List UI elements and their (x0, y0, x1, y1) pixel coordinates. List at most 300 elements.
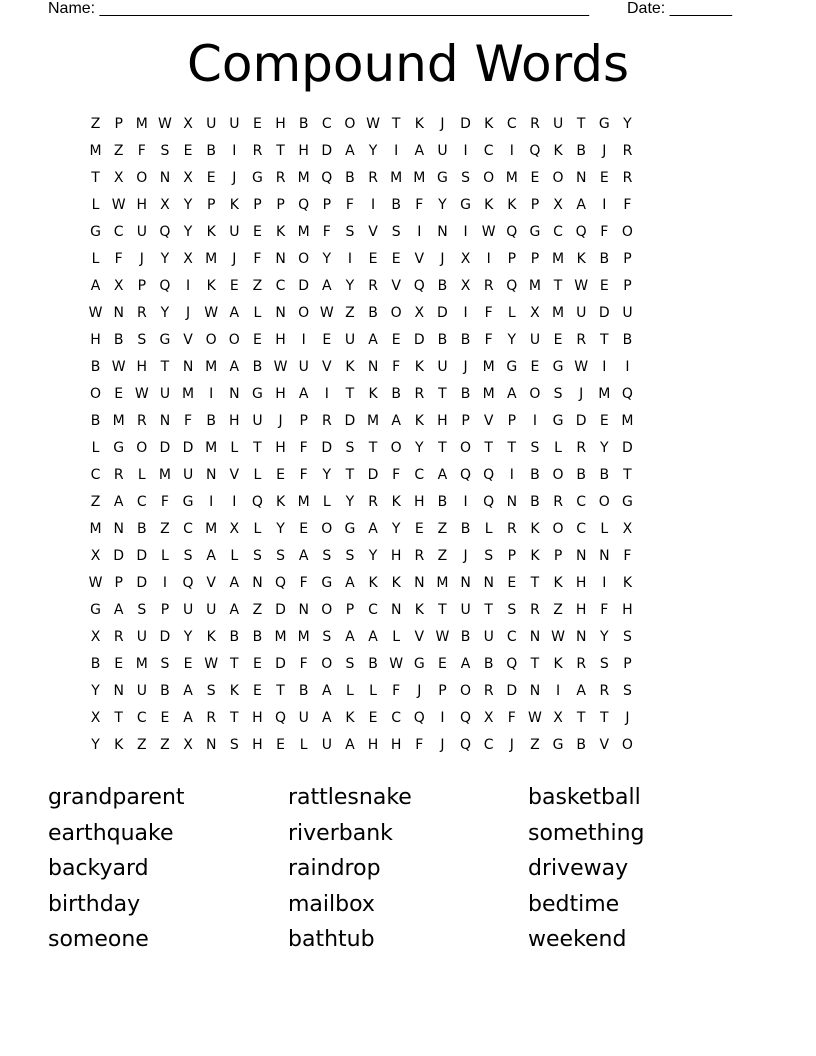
grid-letter: U (344, 332, 356, 348)
grid-letter: L (554, 440, 562, 456)
grid-letter: F (484, 305, 493, 321)
grid-letter: D (321, 440, 333, 456)
grid-letter: V (483, 413, 494, 429)
grid-letter: T (484, 440, 493, 456)
grid-letter: T (576, 710, 586, 726)
grid-letter: O (390, 440, 402, 456)
grid-letter: L (253, 521, 262, 537)
grid-letter: N (575, 629, 587, 645)
grid-letter: R (368, 278, 378, 294)
grid-letter: O (598, 494, 610, 510)
word-list-item: bathtub (288, 927, 375, 952)
grid-letter: C (576, 521, 587, 537)
grid-letter: Z (90, 116, 101, 132)
grid-letter: S (276, 548, 285, 564)
grid-letter: Y (183, 197, 193, 213)
grid-letter: T (230, 656, 239, 672)
word-list-item: birthday (48, 891, 141, 917)
grid-letter: T (530, 656, 540, 672)
grid-letter: B (437, 278, 448, 294)
grid-letter: B (391, 197, 401, 213)
grid-letter: C (321, 116, 332, 132)
grid-letter: Y (368, 548, 378, 564)
grid-letter: U (437, 359, 448, 375)
grid-letter: U (622, 305, 633, 321)
grid-letter: A (414, 143, 425, 159)
grid-letter: W (528, 710, 542, 726)
grid-letter: I (232, 143, 237, 159)
grid-letter: Y (91, 737, 100, 753)
grid-letter: B (460, 332, 471, 348)
grid-letter: H (90, 332, 101, 348)
grid-letter: C (136, 494, 147, 510)
grid-letter: W (481, 224, 496, 240)
grid-letter: N (506, 494, 518, 510)
grid-letter: D (321, 143, 333, 159)
grid-letter: K (484, 197, 494, 213)
grid-letter: H (275, 440, 286, 456)
grid-letter: G (552, 359, 564, 375)
grid-letter: R (483, 278, 494, 294)
grid-row (84, 246, 732, 273)
grid-letter: A (298, 386, 309, 402)
grid-letter: M (205, 440, 218, 456)
grid-letter: Y (322, 251, 332, 267)
grid-letter: K (368, 575, 378, 591)
grid-letter: M (621, 413, 634, 429)
grid-letter: B (530, 494, 540, 510)
grid-letter: P (206, 197, 216, 213)
grid-letter: W (204, 305, 219, 321)
grid-letter: E (530, 359, 540, 375)
grid-letter: Q (159, 278, 171, 294)
grid-letter: R (113, 467, 124, 483)
grid-letter: C (90, 467, 101, 483)
grid-letter: V (391, 278, 401, 294)
grid-letter: N (575, 170, 587, 186)
grid-letter: H (136, 197, 148, 213)
grid-letter: U (576, 305, 587, 321)
grid-letter: O (621, 224, 633, 240)
grid-letter: U (136, 683, 147, 699)
grid-letter: J (139, 251, 144, 267)
grid-row (84, 462, 732, 489)
grid-letter: M (297, 170, 310, 186)
grid-letter: P (137, 278, 147, 294)
grid-letter: E (206, 170, 216, 186)
grid-letter: Y (183, 224, 193, 240)
grid-letter: K (206, 224, 216, 240)
grid-letter: O (460, 683, 472, 699)
grid-letter: S (484, 548, 494, 564)
grid-letter: E (183, 656, 193, 672)
grid-letter: M (598, 386, 611, 402)
grid-letter: N (529, 683, 541, 699)
grid-letter: L (299, 737, 308, 753)
grid-letter: K (345, 710, 355, 726)
grid-letter: T (345, 467, 355, 483)
grid-letter: B (298, 683, 309, 699)
grid-letter: M (297, 629, 310, 645)
grid-letter: H (575, 602, 587, 618)
grid-letter: T (114, 710, 123, 726)
grid-letter: G (113, 440, 125, 456)
grid-letter: R (576, 332, 587, 348)
grid-letter: W (574, 359, 589, 375)
grid-letter: L (253, 305, 262, 321)
grid-letter: F (484, 332, 493, 348)
grid-letter: D (298, 278, 310, 294)
grid-letter: L (322, 494, 331, 510)
grid-letter: G (321, 575, 333, 591)
grid-letter: X (460, 278, 471, 294)
grid-letter: F (392, 467, 401, 483)
grid-letter: P (507, 251, 517, 267)
grid-letter: D (575, 413, 587, 429)
grid-letter: Y (322, 467, 332, 483)
grid-letter: K (414, 413, 424, 429)
grid-letter: U (552, 116, 564, 132)
grid-letter: K (414, 602, 424, 618)
grid-letter: G (552, 413, 564, 429)
grid-letter: Y (345, 278, 355, 294)
grid-letter: H (575, 575, 587, 591)
grid-letter: A (460, 656, 471, 672)
grid-letter: W (204, 656, 219, 672)
grid-letter: A (391, 413, 401, 429)
grid-letter: F (415, 197, 424, 213)
grid-letter: K (530, 521, 540, 537)
grid-letter: R (414, 548, 425, 564)
grid-letter: J (440, 251, 445, 267)
grid-letter: B (576, 467, 586, 483)
grid-letter: A (576, 683, 586, 699)
grid-letter: C (414, 467, 425, 483)
grid-letter: S (391, 224, 401, 240)
grid-letter: Y (183, 629, 193, 645)
word-list-item: bedtime (528, 891, 620, 917)
grid-letter: R (622, 143, 633, 159)
grid-letter: O (298, 305, 310, 321)
grid-letter: R (252, 143, 263, 159)
grid-letter: X (460, 251, 471, 267)
grid-letter: J (185, 305, 191, 321)
grid-letter: I (463, 143, 468, 159)
grid-letter: W (273, 359, 288, 375)
grid-letter: K (530, 548, 540, 564)
grid-letter: P (345, 602, 355, 618)
grid-letter: E (299, 521, 309, 537)
grid-letter: L (253, 467, 262, 483)
grid-letter: N (367, 359, 379, 375)
grid-letter: M (205, 359, 218, 375)
grid-letter: X (183, 170, 193, 186)
grid-letter: P (623, 278, 632, 294)
grid-letter: P (299, 413, 308, 429)
grid-letter: N (529, 629, 541, 645)
grid-letter: E (553, 332, 563, 348)
grid-letter: F (415, 737, 424, 753)
grid-letter: D (182, 440, 194, 456)
grid-letter: M (482, 386, 495, 402)
grid-letter: Q (460, 737, 472, 753)
grid-letter: U (182, 602, 194, 618)
grid-letter: O (136, 170, 148, 186)
grid-letter: X (622, 521, 633, 537)
grid-letter: T (368, 440, 378, 456)
grid-letter: R (368, 170, 378, 186)
grid-letter: L (369, 683, 377, 699)
grid-letter: X (183, 116, 193, 132)
grid-letter: R (368, 494, 378, 510)
grid-letter: K (507, 197, 517, 213)
header-line (48, 0, 748, 19)
grid-letter: S (206, 683, 216, 699)
grid-letter: Q (575, 224, 587, 240)
grid-letter: S (137, 602, 147, 618)
grid-row (84, 489, 732, 516)
grid-letter: I (463, 494, 468, 510)
grid-letter: T (553, 278, 563, 294)
grid-letter: M (135, 116, 148, 132)
grid-letter: K (414, 116, 424, 132)
grid-letter: G (90, 602, 101, 618)
grid-letter: L (137, 467, 146, 483)
grid-letter: X (183, 251, 193, 267)
grid-letter: Y (438, 197, 447, 213)
grid-letter: A (345, 575, 355, 591)
grid-letter: N (599, 548, 610, 564)
grid-letter: F (299, 656, 308, 672)
word-list-item: grandparent (48, 785, 185, 810)
grid-letter: E (114, 386, 124, 402)
grid-letter: G (460, 197, 471, 213)
grid-letter: X (483, 710, 494, 726)
grid-letter: B (137, 521, 147, 537)
grid-letter: K (414, 359, 424, 375)
grid-letter: Z (345, 305, 355, 321)
grid-letter: D (437, 305, 448, 321)
grid-letter: J (579, 386, 584, 402)
grid-letter: J (232, 251, 237, 267)
grid-letter: E (253, 116, 262, 132)
grid-letter: Z (252, 602, 263, 618)
grid-letter: Q (159, 224, 171, 240)
grid-letter: P (553, 548, 563, 564)
grid-letter: V (599, 737, 610, 753)
grid-letter: N (414, 575, 425, 591)
grid-letter: S (322, 629, 332, 645)
grid-letter: K (553, 656, 563, 672)
grid-letter: U (136, 224, 147, 240)
grid-letter: A (322, 710, 332, 726)
grid-letter: O (483, 170, 495, 186)
grid-letter: M (135, 656, 148, 672)
grid-letter: M (274, 629, 287, 645)
grid-letter: A (229, 575, 240, 591)
grid-row (84, 678, 732, 705)
grid-letter: J (463, 548, 468, 564)
grid-letter: B (90, 359, 101, 375)
grid-letter: C (136, 710, 147, 726)
grid-letter: C (506, 629, 517, 645)
grid-letter: P (438, 683, 447, 699)
grid-letter: X (530, 305, 540, 321)
grid-letter: Z (530, 737, 540, 753)
grid-letter: Z (160, 737, 170, 753)
grid-letter: N (113, 521, 124, 537)
grid-letter: B (113, 332, 124, 348)
grid-letter: R (506, 521, 517, 537)
grid-letter: K (114, 737, 124, 753)
grid-row (84, 408, 732, 435)
grid-letter: W (574, 278, 589, 294)
grid-letter: B (160, 683, 170, 699)
date-field: Date: _______ (627, 0, 732, 17)
grid-letter: Q (483, 467, 495, 483)
grid-letter: R (275, 170, 286, 186)
grid-letter: R (113, 629, 124, 645)
grid-letter: S (599, 656, 609, 672)
grid-letter: E (276, 737, 285, 753)
grid-row (84, 543, 732, 570)
grid-letter: X (90, 710, 101, 726)
grid-letter: G (90, 224, 101, 240)
grid-letter: L (91, 440, 100, 456)
grid-letter: F (114, 251, 123, 267)
grid-letter: H (275, 116, 286, 132)
grid-letter: M (297, 494, 310, 510)
grid-letter: P (530, 197, 540, 213)
word-list-item: backyard (48, 856, 149, 881)
grid-letter: A (322, 278, 332, 294)
grid-letter: T (230, 710, 239, 726)
word-list-item: mailbox (288, 891, 375, 917)
grid-letter: O (298, 251, 310, 267)
grid-letter: I (162, 575, 167, 591)
grid-letter: M (552, 305, 565, 321)
grid-letter: V (414, 251, 425, 267)
grid-row (84, 300, 732, 327)
grid-letter: I (625, 359, 630, 375)
grid-letter: X (183, 737, 193, 753)
grid-letter: B (298, 116, 309, 132)
grid-letter: L (346, 683, 354, 699)
grid-letter: D (136, 575, 148, 591)
grid-letter: H (390, 548, 402, 564)
grid-letter: S (345, 548, 355, 564)
grid-letter: O (228, 332, 240, 348)
grid-letter: G (552, 737, 564, 753)
grid-letter: E (414, 521, 424, 537)
grid-letter: W (551, 629, 565, 645)
grid-letter: O (321, 602, 333, 618)
grid-letter: D (367, 467, 379, 483)
grid-row (84, 624, 732, 651)
grid-row (84, 732, 732, 759)
grid-letter: A (229, 359, 240, 375)
grid-letter: C (391, 710, 402, 726)
word-list-item: basketball (528, 785, 641, 810)
grid-letter: F (623, 548, 632, 564)
grid-letter: B (368, 305, 378, 321)
grid-letter: V (414, 629, 425, 645)
grid-letter: W (158, 116, 172, 132)
grid-letter: B (229, 629, 240, 645)
grid-letter: U (321, 737, 332, 753)
grid-letter: T (600, 710, 609, 726)
grid-letter: W (319, 305, 334, 321)
word-list-item: earthquake (48, 820, 174, 846)
grid-letter: D (136, 548, 148, 564)
grid-letter: E (253, 224, 262, 240)
grid-letter: I (463, 224, 468, 240)
grid-letter: U (460, 602, 471, 618)
grid-letter: I (417, 224, 422, 240)
grid-letter: I (602, 575, 607, 591)
grid-letter: B (576, 737, 586, 753)
grid-letter: N (390, 602, 402, 618)
grid-letter: D (275, 602, 286, 618)
grid-letter: M (205, 521, 218, 537)
grid-letter: K (275, 494, 286, 510)
grid-letter: D (460, 116, 471, 132)
grid-letter: Q (529, 143, 541, 159)
grid-letter: Q (460, 710, 472, 726)
grid-letter: U (206, 116, 217, 132)
grid-letter: I (394, 143, 399, 159)
grid-letter: V (229, 467, 240, 483)
grid-letter: T (438, 440, 447, 456)
grid-letter: K (553, 143, 563, 159)
grid-letter: N (229, 386, 240, 402)
grid-letter: T (484, 602, 493, 618)
grid-letter: B (576, 143, 586, 159)
grid-letter: J (232, 170, 237, 186)
grid-letter: I (602, 197, 607, 213)
grid-letter: L (484, 521, 493, 537)
grid-letter: Q (413, 278, 425, 294)
grid-letter: Z (137, 737, 147, 753)
grid-letter: E (391, 251, 401, 267)
grid-letter: M (89, 143, 102, 159)
grid-letter: F (600, 224, 609, 240)
grid-letter: E (114, 656, 124, 672)
word-list-item: driveway (528, 856, 629, 881)
grid-letter: Q (251, 494, 263, 510)
grid-letter: H (414, 494, 425, 510)
grid-letter: F (623, 197, 632, 213)
grid-letter: S (160, 143, 170, 159)
grid-letter: D (622, 440, 633, 456)
word-column (288, 780, 528, 958)
grid-letter: Z (252, 278, 263, 294)
grid-letter: U (159, 386, 171, 402)
grid-letter: F (184, 413, 193, 429)
grid-letter: A (368, 332, 378, 348)
grid-letter: E (183, 143, 193, 159)
grid-letter: D (413, 332, 425, 348)
grid-letter: E (160, 710, 170, 726)
grid-letter: X (90, 629, 101, 645)
grid-letter: W (111, 197, 126, 213)
grid-letter: F (392, 359, 401, 375)
grid-letter: J (417, 683, 422, 699)
grid-letter: P (461, 413, 470, 429)
grid-letter: Y (507, 332, 517, 348)
grid-letter: F (299, 440, 308, 456)
grid-letter: R (136, 413, 147, 429)
